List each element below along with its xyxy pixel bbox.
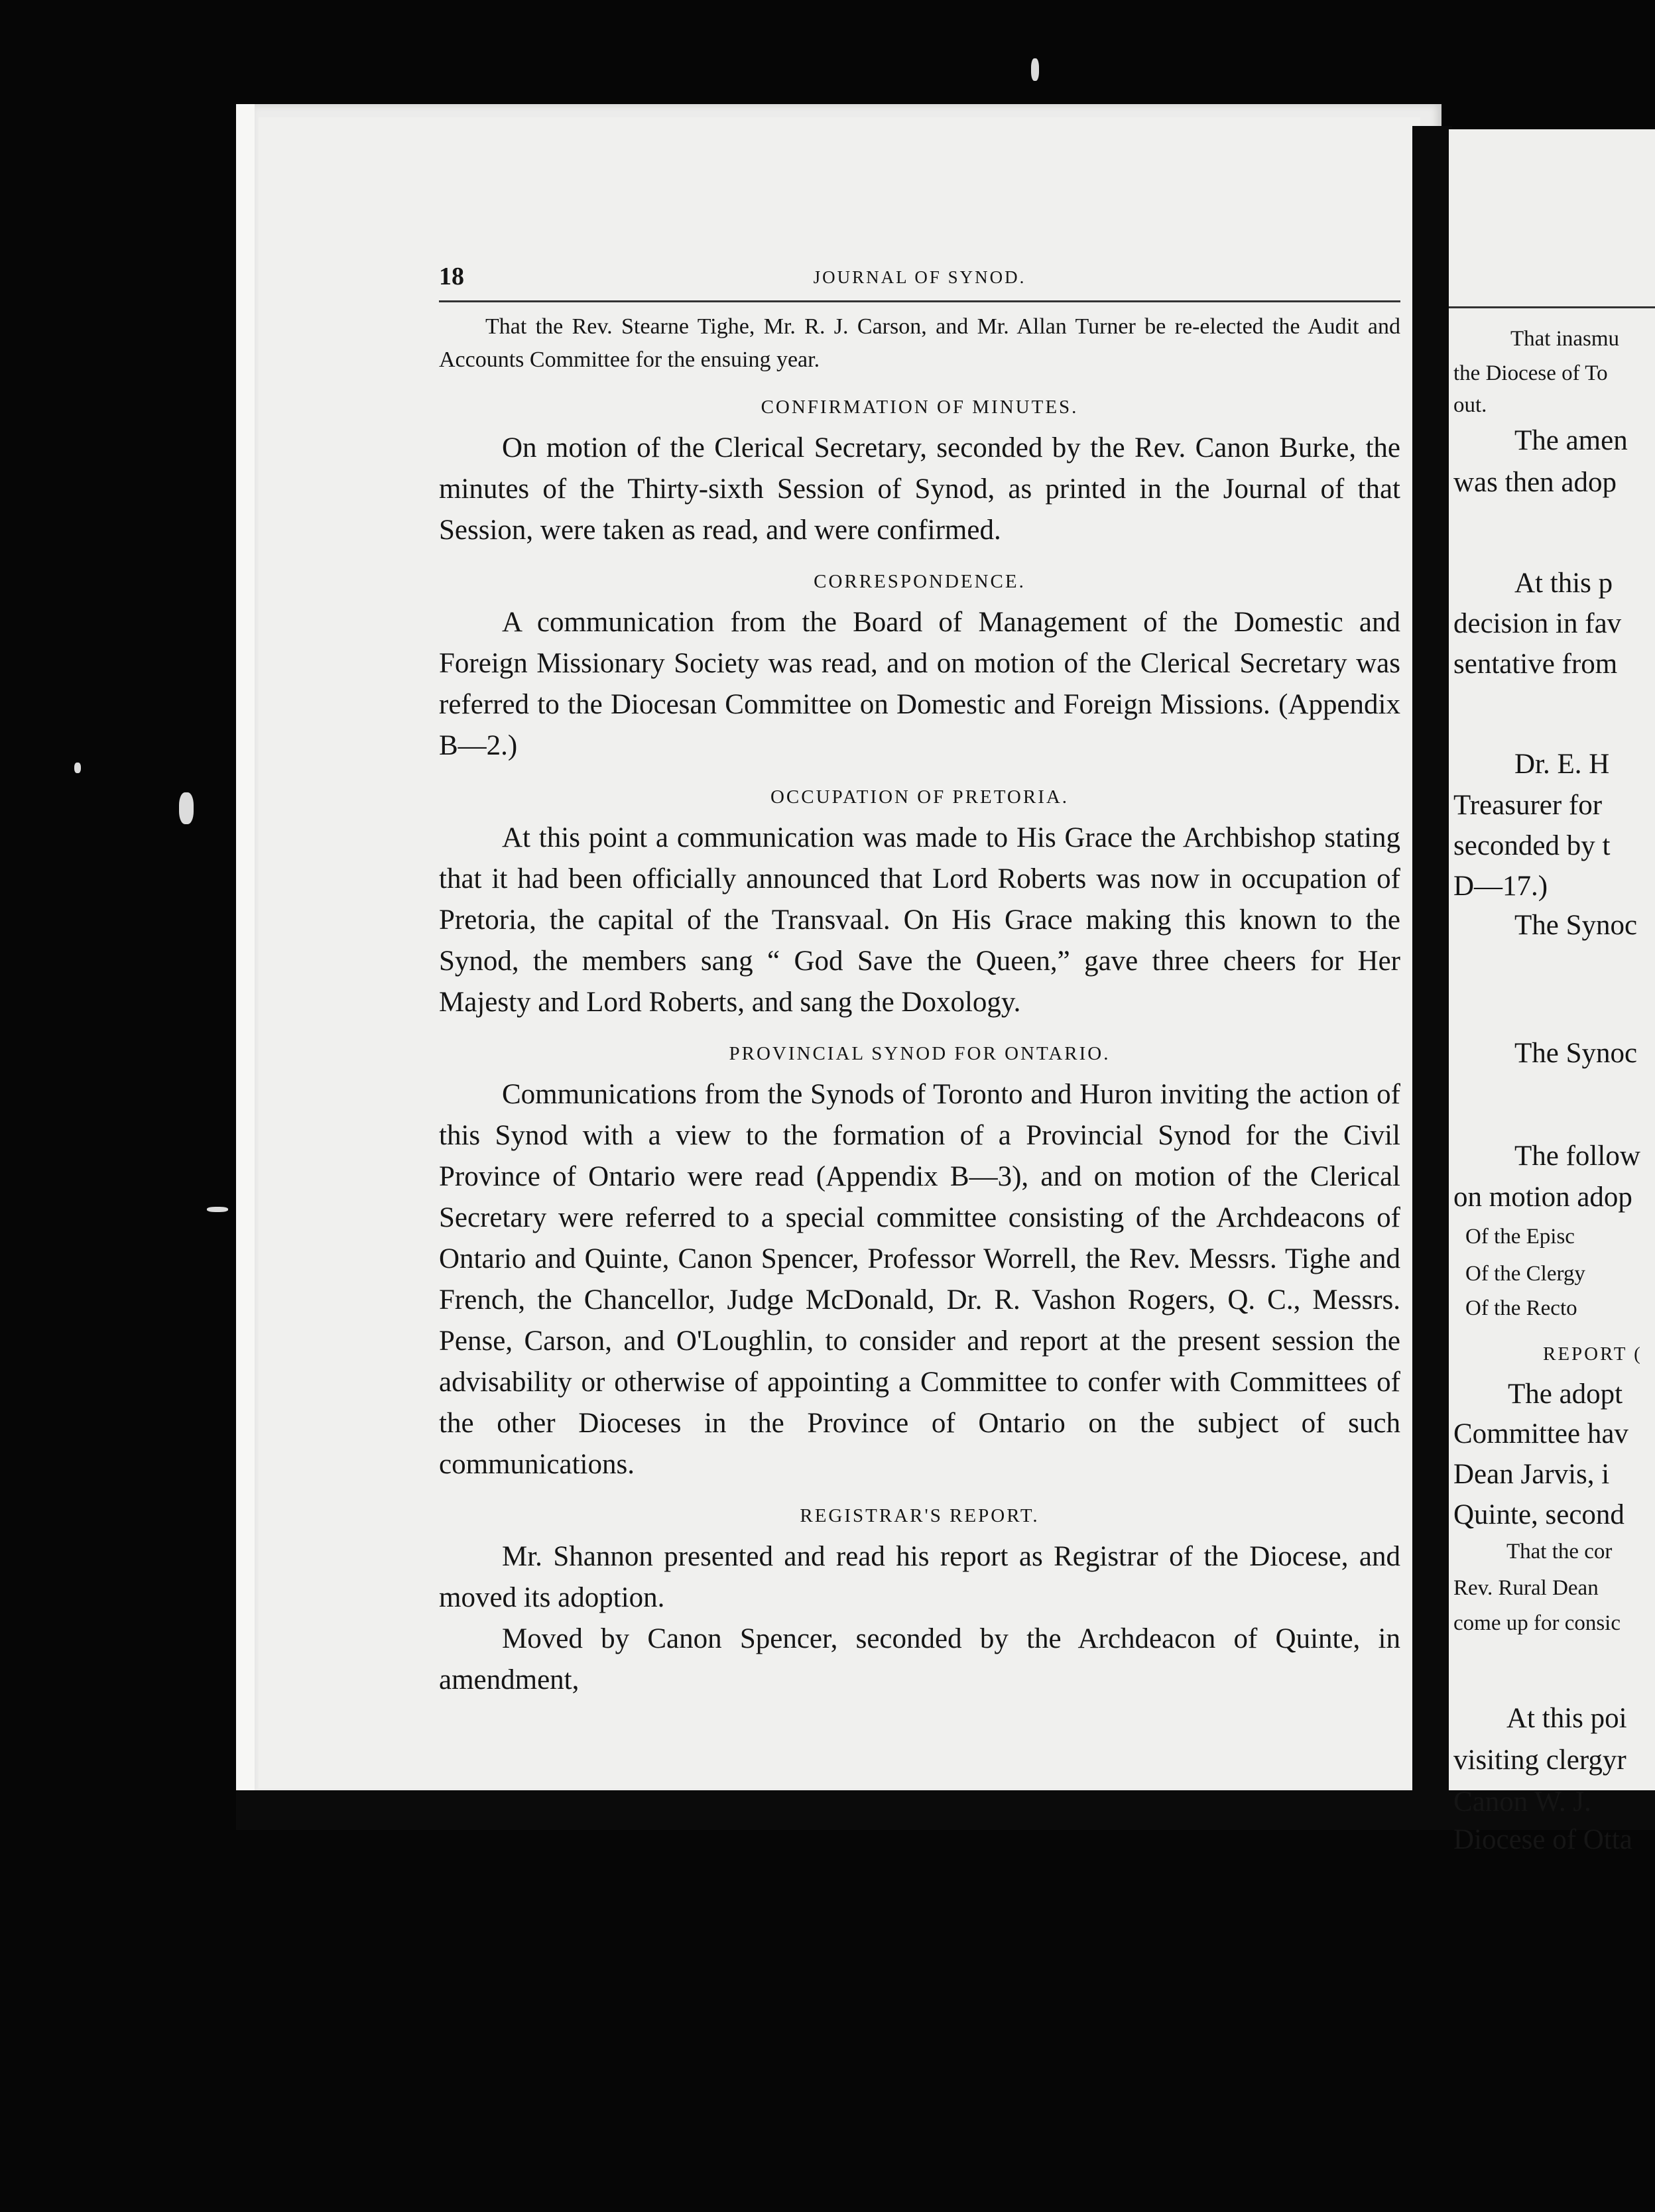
intro-resolution: That the Rev. Stearne Tighe, Mr. R. J. Carson, and Mr. Allan Turner be re-elected the Audit and Accounts Committee for the ensuing year. [439,314,1400,372]
section-heading: CONFIRMATION OF MINUTES. [761,397,1079,418]
right-fragment: Committee hav [1453,1418,1628,1449]
right-fragment: Of the Recto [1465,1296,1577,1320]
scan-speck [207,1207,228,1212]
paragraph: Moved by Canon Spencer, seconded by the Archdeacon of Quinte, in amendment, [439,1623,1400,1695]
right-fragment: The follow [1514,1140,1640,1172]
right-fragment: Rev. Rural Dean [1453,1576,1599,1600]
paragraph: Mr. Shannon presented and read his report as Registrar of the Diocese, and moved its adoption. [439,1541,1400,1613]
right-fragment: visiting clergyr [1453,1745,1626,1776]
right-fragment: out. [1453,393,1487,417]
right-fragment: seconded by t [1453,830,1611,861]
right-page-rule [1449,306,1655,308]
right-fragment: Dr. E. H [1514,749,1610,780]
right-fragment: was then adop [1453,467,1617,498]
right-fragment: decision in fav [1453,608,1622,639]
section-heading: CORRESPONDENCE. [814,571,1026,592]
running-title: JOURNAL OF SYNOD. [813,267,1026,287]
paragraph: At this point a communication was made to His Grace the Archbishop stating that it had been officially announced that Lord Roberts was now in occupation of Pretoria, the capital of the Transvaal. On His Grace making this known to the Synod, the members sang “ God Save the Queen,” gave three cheers for Her Majesty and Lord Roberts, and sang the Doxology. [439,822,1400,1018]
right-fragment: At this p [1514,568,1613,599]
right-fragment: Of the Episc [1465,1225,1575,1249]
scan-speck [74,763,81,773]
page-number: 18 [439,263,464,290]
right-fragment: The amen [1514,425,1628,456]
section-heading: REGISTRAR'S REPORT. [800,1505,1040,1526]
scan-speck [179,792,194,824]
right-fragment: Treasurer for [1453,790,1603,821]
section-heading: OCCUPATION OF PRETORIA. [770,786,1070,808]
book-gutter [1412,126,1452,1790]
right-fragment: REPORT ( [1543,1343,1642,1365]
right-fragment: The adopt [1508,1379,1623,1410]
paragraph: A communication from the Board of Management of the Domestic and Foreign Missionary Society was read, and on motion of the Clerical Secretary was referred to the Diocesan Committee on Domestic and Foreign Missions. (Appendix B—2.) [439,607,1400,761]
right-fragment: sentative from [1453,648,1618,680]
left-page-text [439,262,1400,1701]
right-fragment: At this poi [1506,1703,1627,1734]
right-fragment: Of the Clergy [1465,1262,1585,1286]
right-fragment: come up for consic [1453,1611,1621,1635]
right-fragment: the Diocese of To [1453,361,1608,385]
right-fragment: That the cor [1506,1540,1613,1564]
right-fragment: The Synoc [1514,1038,1638,1069]
right-fragment: Diocese of Otta [1453,1824,1632,1855]
right-fragment: Quinte, second [1453,1499,1624,1530]
paragraph: On motion of the Clerical Secretary, seconded by the Rev. Canon Burke, the minutes of the Thirty-sixth Session of Synod, as printed in the Journal of that Session, were taken as read, and were confirmed. [439,432,1400,546]
right-fragment: The Synoc [1514,910,1638,941]
right-fragment: on motion adop [1453,1182,1632,1213]
right-fragment: Canon W. J. [1453,1786,1591,1817]
section-heading: PROVINCIAL SYNOD FOR ONTARIO. [729,1043,1111,1064]
right-fragment: Dean Jarvis, i [1453,1459,1610,1490]
paragraph: Communications from the Synods of Toronto and Huron inviting the action of this Synod with a view to the formation of a Provincial Synod for the Civil Province of Ontario were read (Appendix B—3), and on motion of the Clerical Secretary were referred to a special committee consisting of the Archdeacons of Ontario and Quinte, Canon Spencer, Professor Worrell, the Rev. Messrs. Tighe and French, the Chancellor, Judge McDonald, Dr. R. Vashon Rogers, Q. C., Messrs. Pense, Carson, and O'Loughlin, to consider and report at the present session the advisability or otherwise of appointing a Committee to confer with Committees of the other Dioceses in the Province of Ontario on the subject of such communications. [439,1079,1400,1480]
right-fragment: That inasmu [1510,327,1620,351]
right-fragment: D—17.) [1453,871,1548,902]
page-bottom-shadow [236,1790,1655,1830]
running-head [439,262,1400,302]
scan-speck [1031,58,1039,81]
